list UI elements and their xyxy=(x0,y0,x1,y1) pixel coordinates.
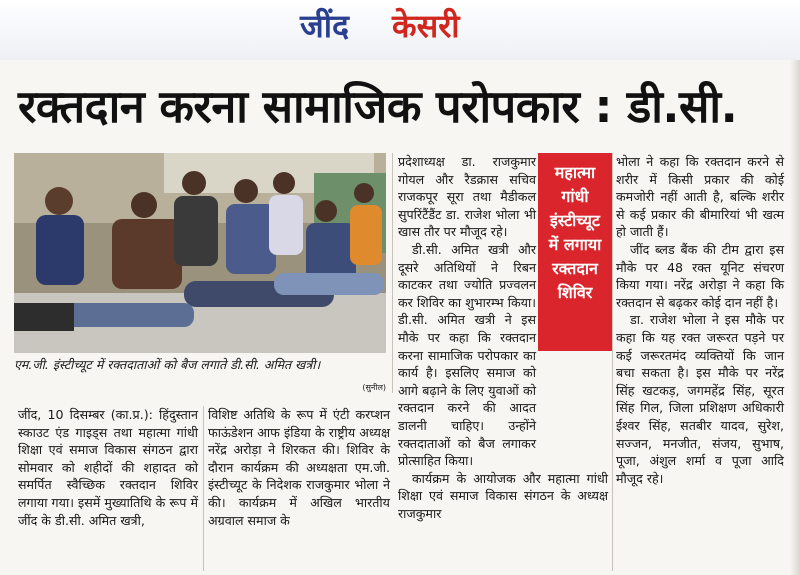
article-headline: रक्तदान करना सामाजिक परोपकार : डी.सी. xyxy=(18,80,738,133)
highlight-line: रक्तदान xyxy=(552,259,598,278)
highlight-line: महात्मा xyxy=(554,163,596,182)
paragraph: प्रदेशाध्यक्ष डा. राजकुमार गोयल और रैडक्रास सचिव राजकपूर सूरा तथा मैडीकल सुपरिंटैंडैंट डा. राजेश भोला भी खास तौर पर मौजूद रहे। xyxy=(398,154,536,240)
paragraph: भोला ने कहा कि रक्तदान करने से शरीर में किसी प्रकार की कोई कमजोरी नहीं आती है, बल्कि शरीर से कई प्रकार की बीमारियां भी खत्म हो जाती हैं। xyxy=(616,154,784,240)
article-column-2 xyxy=(208,406,390,529)
article-column-4 xyxy=(616,153,784,487)
masthead-title-part2: केसरी xyxy=(392,7,460,45)
paragraph: जींद ब्लड बैंक की टीम द्वारा इस मौके पर 48 रक्त यूनिट संचरण किया गया। नरेंद्र अरोड़ा ने कहा कि रक्तदान से बढ़कर कोई दान नहीं है। xyxy=(616,241,784,310)
paragraph: विशिष्ट अतिथि के रूप में एंटी करप्शन फाऊंडेशन आफ इंडिया के राष्ट्रीय अध्यक्ष नरेंद्र अरोड़ा ने शिरकत की। शिविर के दौरान कार्यक्रम की अध्यक्षता एम.जी. इंस्टीच्यूट के निदेशक राजकुमार भोला ने की। कार्यक्रम में अखिल भारतीय अग्रवाल समाज के xyxy=(208,407,390,528)
news-photo xyxy=(14,153,386,353)
photo-illustration xyxy=(14,153,386,353)
masthead xyxy=(0,0,800,60)
highlight-line: शिविर xyxy=(557,283,593,302)
paragraph: कार्यक्रम के आयोजक और महात्मा गांधी शिक्षा एवं समाज विकास संगठन के अध्यक्ष राजकुमार xyxy=(398,470,608,521)
paragraph: डी.सी. अमित खत्री और दूसरे अतिथियों ने रिबन काटकर तथा ज्योति प्रज्वलन कर शिविर का शुभारम्भ किया। डी.सी. अमित खत्री ने इस मौके पर कहा कि रक्तदान करना सामाजिक परोपकार का कार्य है। इसलिए समाज को आगे बढ़ाने के लिए युवाओं को रक्तदान करने की आदत डालनी चाहिए। उन्होंने रक्तदाताओं को बैज लगाकर प्रोत्साहित किया। xyxy=(398,241,536,469)
photo-caption xyxy=(14,356,386,396)
article-column-1 xyxy=(18,406,198,529)
page-edge xyxy=(790,60,800,575)
highlight-line: में लगाया xyxy=(548,235,602,254)
highlight-line: इंस्टीच्यूट xyxy=(550,211,600,230)
column-divider xyxy=(612,153,613,571)
paragraph: जींद, 10 दिसम्बर (का.प्र.): हिंदुस्तान स्काउट एंड गाइड्स तथा महात्मा गांधी शिक्षा एवं समाज विकास संगठन द्वारा सोमवार को शहीदों की शहादत को समर्पित स्वैच्छिक रक्तदान शिविर लगाया गया। इसमें मुख्यातिथि के रूप में जींद के डी.सी. अमित खत्री, xyxy=(18,407,198,528)
masthead-title-part1: जींद xyxy=(300,7,350,45)
highlight-box xyxy=(538,153,612,351)
paragraph: डा. राजेश भोला ने इस मौके पर कहा कि यह रक्त जरूरत पड़ने पर कई जरूरतमंद व्यक्तियों कि जान बचा सकता है। इस मौके पर नरेंद्र सिंह खटकड़, जगमहेंद्र सिंह, सूरत सिंह गिल, जिला प्रशिक्षण अधिकारी ईश्वर सिंह, सतबीर यादव, सुरेश, सज्जन, मनजीत, संजय, सुभाष, पूजा, अंशुल शर्मा व पूजा आदि मौजूद रहे। xyxy=(616,312,784,486)
highlight-line: गांधी xyxy=(561,187,589,206)
photo-credit: (सुनील) xyxy=(362,383,386,392)
column-divider xyxy=(392,153,393,393)
caption-text: एम.जी. इंस्टीच्यूट में रक्तदाताओं को बैज लगाते डी.सी. अमित खत्री। xyxy=(14,357,321,372)
column-divider xyxy=(203,406,204,571)
